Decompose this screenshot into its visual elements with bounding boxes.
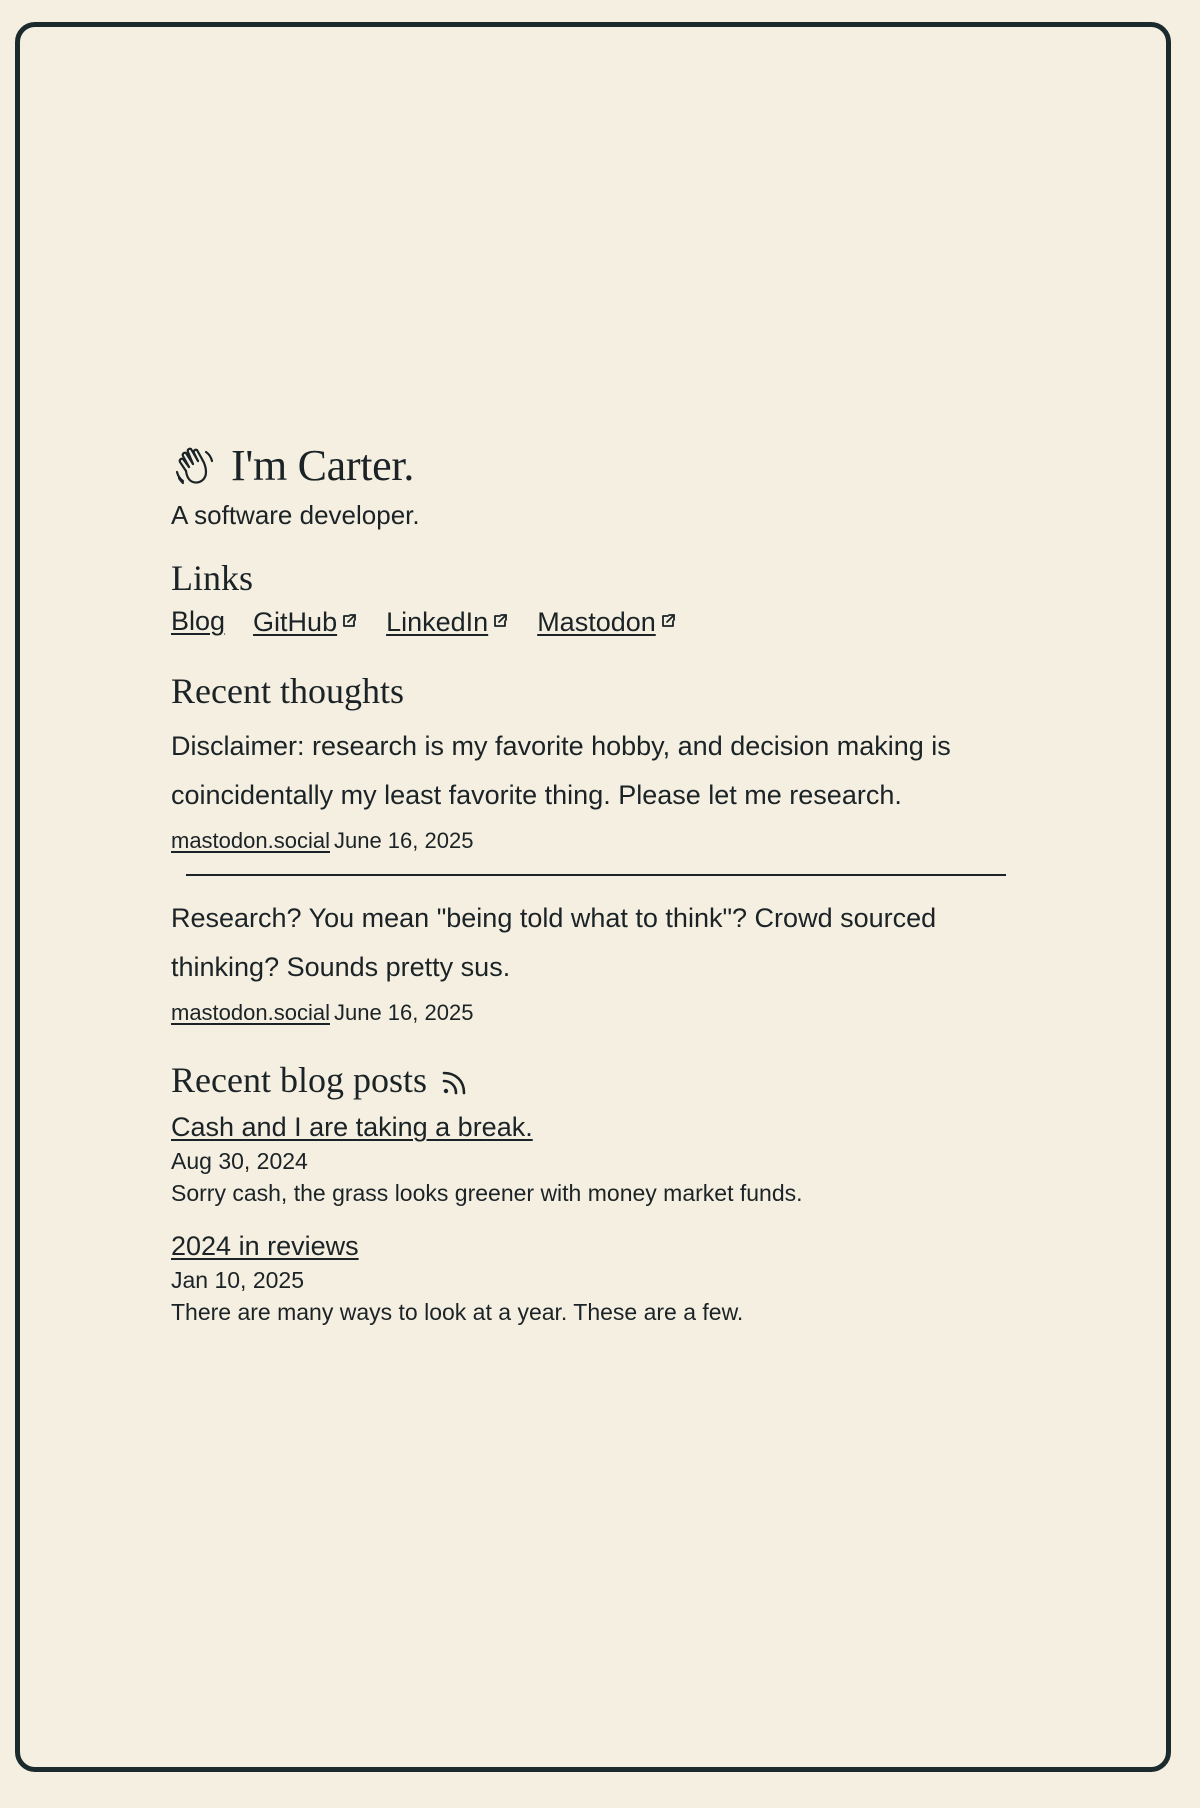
external-link-icon (340, 605, 358, 623)
rss-feed-icon[interactable] (439, 1066, 471, 1098)
link-github[interactable] (253, 605, 358, 638)
hero (171, 438, 1011, 494)
link-label: LinkedIn (386, 606, 489, 637)
link-linkedin[interactable] (386, 605, 509, 638)
blog-post-summary: There are many ways to look at a year. These are a few. (171, 1299, 744, 1325)
blog-post-date: Aug 30, 2024 (171, 1148, 308, 1175)
links-heading: Links (171, 558, 254, 599)
recent-blog-posts-section (171, 1061, 1011, 1328)
thought-date: June 16, 2025 (333, 1000, 474, 1026)
external-link-icon (659, 605, 677, 623)
link-label: Mastodon (537, 606, 656, 637)
link-label: GitHub (253, 606, 338, 637)
thought-item (171, 894, 1011, 1026)
thought-text: Research? You mean "being told what to think"? Crowd sourced thinking? Sounds pretty sus. (171, 903, 937, 983)
recent-thoughts-section (171, 672, 1011, 1026)
recent-blog-posts-heading: Recent blog posts (171, 1059, 427, 1100)
link-mastodon[interactable] (537, 605, 677, 638)
recent-thoughts-heading: Recent thoughts (171, 671, 404, 712)
page-title: I'm Carter. (231, 441, 415, 490)
thought-meta (171, 828, 1011, 854)
links-section (171, 559, 1011, 638)
thought-source-link[interactable]: mastodon.social (171, 1000, 330, 1026)
thought-meta (171, 1000, 1011, 1026)
thought-item (171, 722, 1011, 854)
blog-heading-row (171, 1061, 1011, 1101)
waving-hand-icon (171, 442, 219, 490)
thought-date: June 16, 2025 (333, 827, 474, 853)
tagline: A software developer. (171, 500, 420, 530)
blog-post-summary: Sorry cash, the grass looks greener with money market funds. (171, 1180, 803, 1207)
thought-text: Disclaimer: research is my favorite hobby, and decision making is coincidentally my least favorite thing. Please let me research. (171, 730, 951, 810)
thought-source-link[interactable]: mastodon.social (171, 827, 330, 853)
divider (186, 874, 1006, 876)
link-blog[interactable] (171, 605, 225, 638)
blog-post-title-link[interactable]: Cash and I are taking a break. (171, 1112, 533, 1143)
external-link-icon (491, 605, 509, 623)
blog-post-title-link[interactable]: 2024 in reviews (171, 1231, 359, 1262)
blog-post-item (171, 1110, 1011, 1209)
blog-post-item (171, 1229, 1011, 1328)
link-label: Blog (171, 605, 226, 636)
main-content (171, 438, 1011, 1328)
blog-post-date: Jan 10, 2025 (171, 1267, 305, 1294)
links-nav (171, 605, 1011, 638)
